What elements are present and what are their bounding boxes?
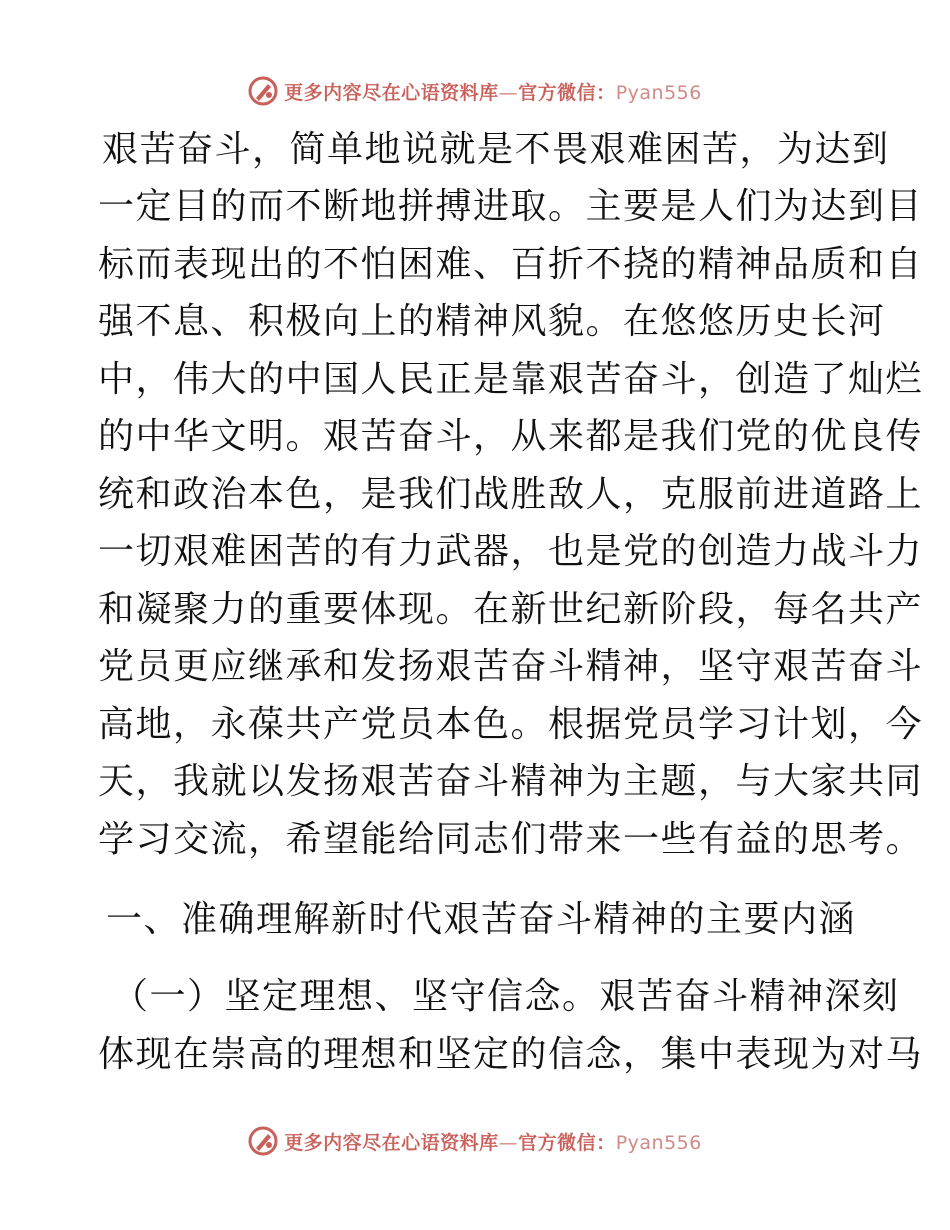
- paragraph-line-6: 的中华文明。艰苦奋斗，从来都是我们党的优良传: [98, 416, 924, 457]
- footer-watermark: [0, 1124, 950, 1158]
- watermark-account: Pyan556: [615, 1131, 702, 1154]
- watermark-dash: —: [498, 1131, 519, 1154]
- watermark-brand: 更多内容尽在心语资料库: [284, 81, 499, 104]
- paragraph-line-4: 强不息、积极向上的精神风貌。在悠悠历史长河: [98, 301, 886, 342]
- subsection-line-2: 体现在崇高的理想和坚定的信念，集中表现为对马: [98, 1034, 924, 1075]
- subsection-line-1: （一）坚定理想、坚守信念。艰苦奋斗精神深刻: [112, 976, 900, 1017]
- watermark-account: Pyan556: [615, 81, 702, 104]
- header-watermark: [0, 74, 950, 108]
- paragraph-line-1: 艰苦奋斗，简单地说就是不畏艰难困苦，为达到: [102, 129, 890, 170]
- watermark-brand: 更多内容尽在心语资料库: [284, 1131, 499, 1154]
- paragraph-line-11: 高地，永葆共产党员本色。根据党员学习计划，今: [98, 704, 924, 745]
- paragraph-line-13: 学习交流，希望能给同志们带来一些有益的思考。: [98, 819, 924, 860]
- paragraph-line-12: 天，我就以发扬艰苦奋斗精神为主题，与大家共同: [98, 761, 924, 802]
- paragraph-line-3: 标而表现出的不怕困难、百折不挠的精神品质和自: [98, 244, 924, 285]
- paragraph-line-5: 中，伟大的中国人民正是靠艰苦奋斗，创造了灿烂: [98, 359, 924, 400]
- watermark-text: [284, 1128, 702, 1155]
- paragraph-line-2: 一定目的而不断地拼搏进取。主要是人们为达到目: [98, 186, 924, 227]
- pen-logo-icon: [248, 1126, 278, 1156]
- paragraph-line-9: 和凝聚力的重要体现。在新世纪新阶段，每名共产: [98, 589, 924, 630]
- watermark-dash: —: [498, 81, 519, 104]
- paragraph-line-10: 党员更应继承和发扬艰苦奋斗精神，坚守艰苦奋斗: [98, 646, 924, 687]
- paragraph-line-8: 一切艰难困苦的有力武器，也是党的创造力战斗力: [98, 531, 924, 572]
- watermark-official: 官方微信：: [518, 1131, 616, 1154]
- watermark-text: [284, 78, 702, 105]
- pen-logo-icon: [248, 76, 278, 106]
- watermark-official: 官方微信：: [518, 81, 616, 104]
- paragraph-line-7: 统和政治本色，是我们战胜敌人，克服前进道路上: [98, 474, 924, 515]
- section-heading: 一、准确理解新时代艰苦奋斗精神的主要内涵: [106, 899, 857, 940]
